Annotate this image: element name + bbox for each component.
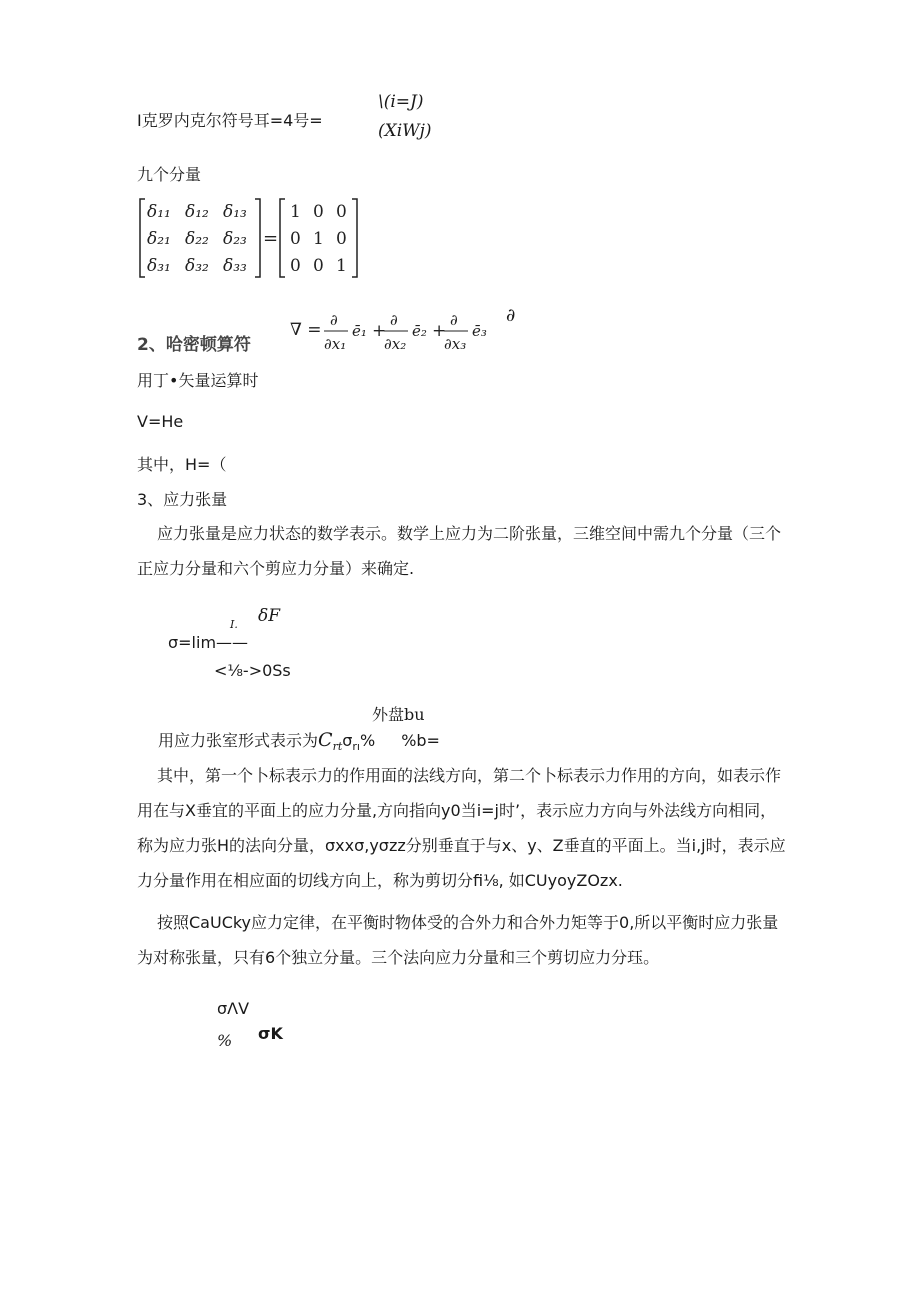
matrix-right-close-bracket <box>352 199 357 277</box>
matrix-left-cell: δ₃₁ <box>147 256 171 276</box>
matrix-left-open-bracket <box>140 199 145 277</box>
matrix-left-cell: δ₃₃ <box>223 256 247 276</box>
svg-text:∇ =: ∇ = <box>290 320 322 340</box>
stress-tensor-heading: 3、应力张量 <box>137 490 228 509</box>
hamilton-trailing-symbol: ∂ <box>506 305 516 326</box>
svg-text:+: + <box>432 321 447 341</box>
kronecker-case-unequal: (XiWj) <box>378 121 432 141</box>
matrix-right-cell: 1 <box>290 202 301 222</box>
cauchy-law-paragraph: 按照CaUCky应力定律，在平衡时物体受的合外力和合外力矩等于0,所以平衡时应力张量为对称张量，只有6个独立分量。三个法向应力分量和三个剪切应力分珏。 <box>137 913 779 967</box>
svg-text:+: + <box>372 321 387 341</box>
tensor-form-sub: rt <box>332 740 343 754</box>
matrix-left-cell: δ₁₁ <box>147 202 171 222</box>
matrix-right-cell: 1 <box>336 256 347 276</box>
hamilton-heading: 2、哈密顿算符 <box>137 335 251 355</box>
svg-text:∂x₃: ∂x₃ <box>444 335 467 353</box>
matrix-left-close-bracket <box>255 199 260 277</box>
tensor-form-sigma: σ <box>342 731 353 750</box>
svg-text:ē₃: ē₃ <box>472 322 487 340</box>
matrix-right-cell: 0 <box>313 202 324 222</box>
tensor-form-percent: % <box>359 731 376 750</box>
matrix-left-cell: δ₂₁ <box>147 229 171 249</box>
matrix-left-cell: δ₂₃ <box>223 229 247 249</box>
limit-subscript: <⅛->0Ss <box>214 661 291 680</box>
kronecker-matrix <box>137 195 367 281</box>
matrix-left-cell: δ₁₃ <box>223 202 247 222</box>
v-equation: V=He <box>137 412 184 431</box>
matrix-left-cell: δ₂₂ <box>185 229 209 249</box>
tensor-form-line <box>158 728 440 753</box>
matrix-right-cell: 0 <box>336 202 347 222</box>
svg-text:∂x₂: ∂x₂ <box>384 335 407 353</box>
matrix-right-cell: 0 <box>290 256 301 276</box>
subscript-explanation-paragraph: 其中，第一个卜标表示力的作用面的法线方向，第二个卜标表示力作用的方向，如表示作用在与X垂宜的平面上的应力分量,方向指向y0当i=j时’，表示应力方向与外法线方向相同，称为应力张H的法向分量，σxxσ,yσzz分别垂直于与x、y、Z垂直的平面上。当i,j时，表示应力分量作用在相应面的切线方向上，称为剪切分fi⅛, 如CUyoyZOzx. <box>137 766 786 890</box>
waipan-text: 外盘bu <box>372 705 425 724</box>
h-equation: 其中，H=（ <box>137 455 227 474</box>
matrix-right-cell: 1 <box>313 229 324 249</box>
svg-text:∂: ∂ <box>450 311 458 329</box>
hamilton-formula <box>290 303 500 363</box>
limit-main: σ=lim—— <box>168 633 249 652</box>
stress-tensor-paragraph: 应力张量是应力状态的数学表示。数学上应力为二阶张量，三维空间中需九个分量（三个正应力分量和六个剪应力分量）来确定. <box>137 524 782 578</box>
svg-text:∂: ∂ <box>390 311 398 329</box>
tensor-form-end: %b= <box>401 731 440 750</box>
matrix-equals: = <box>263 228 279 249</box>
svg-text:∂: ∂ <box>330 311 338 329</box>
nine-components-label: 九个分量 <box>137 165 202 184</box>
limit-numerator: δF <box>258 606 281 626</box>
matrix-right-cell: 0 <box>336 229 347 249</box>
kronecker-label: I克罗内克尔符号耳=4号= <box>137 111 323 130</box>
svg-text:ē₁: ē₁ <box>352 322 367 340</box>
bottom-fragment-3: σK <box>258 1024 283 1043</box>
matrix-right-cell: 0 <box>313 256 324 276</box>
kronecker-case-equal: \(i=J) <box>378 92 424 112</box>
tensor-form-symbol: C <box>318 729 333 751</box>
vector-operation-text: 用丁•矢量运算时 <box>137 371 259 390</box>
matrix-left-cell: δ₃₂ <box>185 256 209 276</box>
limit-small-label: I. <box>230 618 238 631</box>
matrix-right-cell: 0 <box>290 229 301 249</box>
svg-text:∂x₁: ∂x₁ <box>324 335 347 353</box>
svg-text:ē₂: ē₂ <box>412 322 427 340</box>
bottom-fragment-1: σΛV <box>217 999 250 1018</box>
tensor-form-sub2: rı <box>352 740 360 754</box>
matrix-right-open-bracket <box>280 199 285 277</box>
matrix-left-cell: δ₁₂ <box>185 202 209 222</box>
bottom-fragment-2: % <box>217 1031 233 1050</box>
tensor-form-prefix: 用应力张室形式表示为 <box>158 731 319 750</box>
